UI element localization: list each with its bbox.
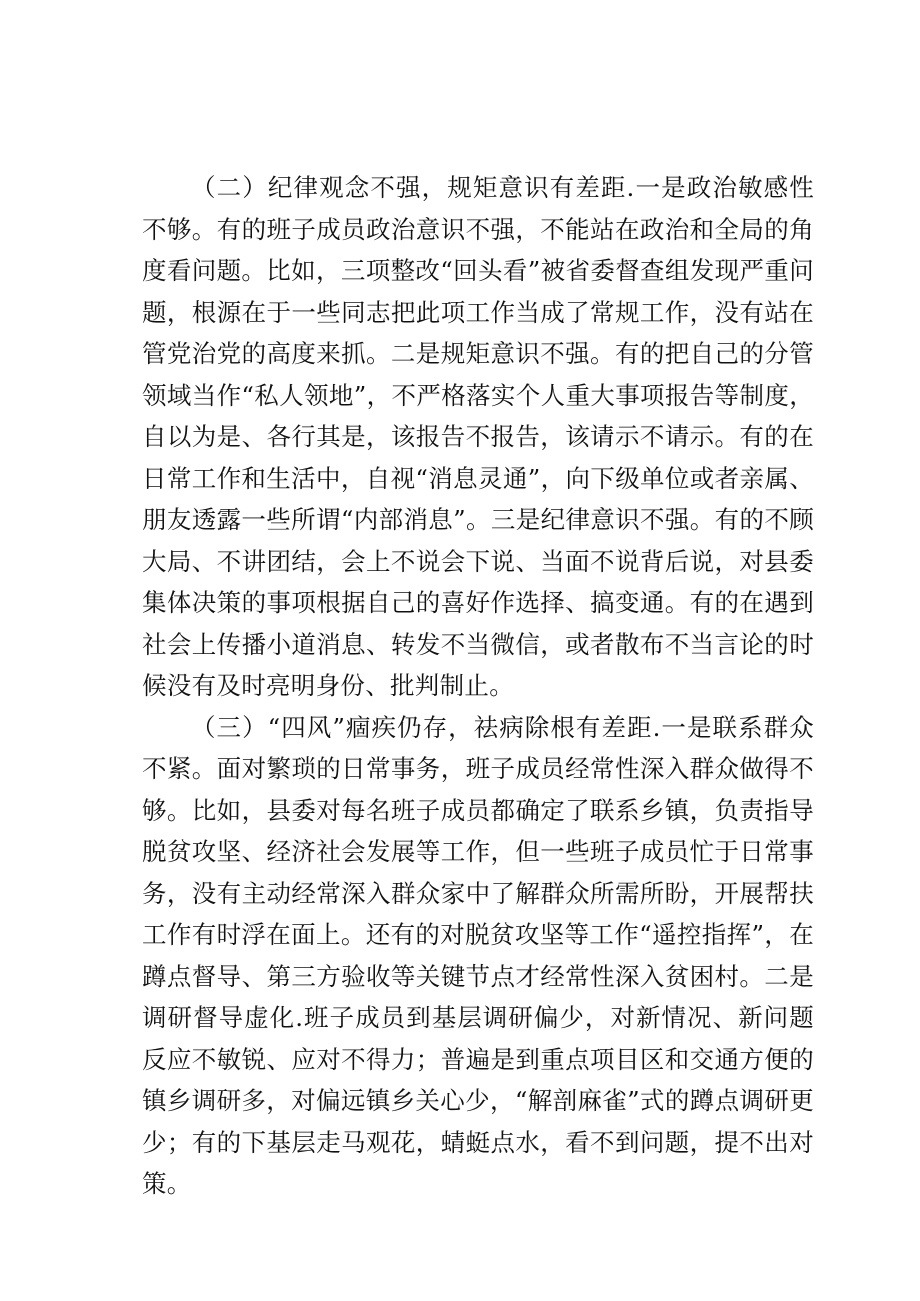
paragraph-discipline: （二）纪律观念不强，规矩意识有差距.一是政治敏感性不够。有的班子成员政治意识不强，不能站在政治和全局的角度看问题。比如，三项整改“回头看”被省委督查组发现严重问题，根源在于一些同志把此项工作当成了常规工作，没有站在管党治党的高度来抓。二是规矩意识不强。有的把自己的分管领域当作“私人领地”，不严格落实个人重大事项报告等制度，自以为是、各行其是，该报告不报告，该请示不请示。有的在日常工作和生活中，自视“消息灵通”，向下级单位或者亲属、朋友透露一些所谓“内部消息”。三是纪律意识不强。有的不顾大局、不讲团结，会上不说会下说、当面不说背后说，对县委集体决策的事项根据自己的喜好作选择、搞变通。有的在遇到社会上传播小道消息、转发不当微信，或者散布不当言论的时候没有及时亮明身份、批判制止。 [142, 173, 814, 700]
paragraph-four-winds: （三）“四风”痼疾仍存，祛病除根有差距.一是联系群众不紧。面对繁琐的日常事务，班子成员经常性深入群众做得不够。比如，县委对每名班子成员都确定了联系乡镇，负责指导脱贫攻坚、经济社会发展等工作，但一些班子成员忙于日常事务，没有主动经常深入群众家中了解群众所需所盼，开展帮扶工作有时浮在面上。还有的对脱贫攻坚等工作“遥控指挥”，在蹲点督导、第三方验收等关键节点才经常性深入贫困村。二是调研督导虚化.班子成员到基层调研偏少，对新情况、新问题反应不敏锐、应对不得力；普遍是到重点项目区和交通方便的镇乡调研多，对偏远镇乡关心少，“解剖麻雀”式的蹲点调研更少；有的下基层走马观花，蜻蜓点水，看不到问题，提不出对策。 [142, 712, 814, 1198]
document-body [142, 167, 814, 1205]
